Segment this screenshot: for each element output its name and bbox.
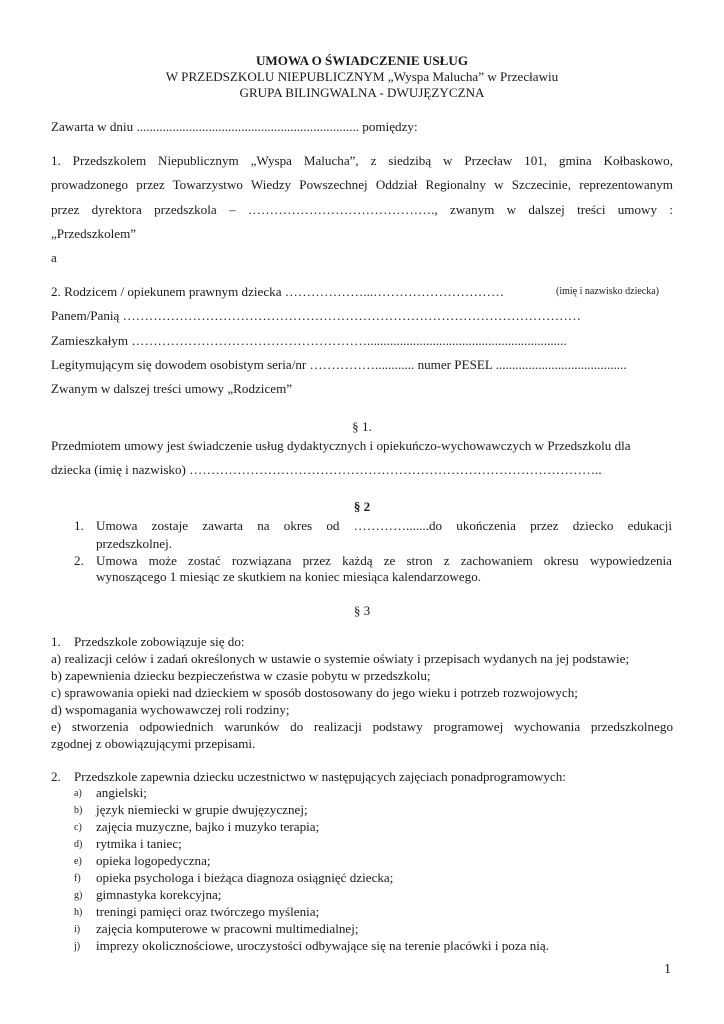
party2-child-note: (imię i nazwisko dziecka)	[556, 286, 660, 297]
section2-item1-number: 1.	[74, 518, 84, 533]
party1-line3: przez dyrektora przedszkola – ……………………………………., zwanym w dalszej treści umowy :	[51, 202, 673, 217]
contract-title: UMOWA O ŚWIADCZENIE USŁUG	[255, 53, 469, 68]
section2-item1-line1: Umowa zostaje zawarta na okres od ………….......do ukończenia przez dziecko edukacji	[96, 518, 672, 533]
section3-p2-lead: Przedszkole zapewnia dziecku uczestnictwo w następujących zajęciach ponadprogramowych:	[74, 769, 566, 784]
section2-item2-number: 2.	[74, 553, 84, 568]
list-item: język niemiecki w grupie dwujęzycznej;	[96, 802, 308, 817]
section1-line2: dziecka (imię i nazwisko) …………………………………………………………………………………..	[51, 462, 602, 477]
section2-item1-line2: przedszkolnej.	[96, 536, 172, 551]
section3-p1-c: c) sprawowania opieki nad dzieckiem w sposób dostosowany do jego wieku i potrzeb rozwojowych;	[51, 685, 578, 700]
section3-p1-d: d) wspomagania wychowawczej roli rodziny;	[51, 702, 290, 717]
and-connector: a	[51, 250, 57, 265]
list-item: opieka psychologa i bieżąca diagnoza osiągnięć dziecka;	[96, 870, 394, 885]
section1-line1: Przedmiotem umowy jest świadczenie usług dydaktycznych i opiekuńczo-wychowawczych w Przedszkolu dla	[51, 438, 631, 453]
section3-p1-e-line1: e) stworzenia odpowiednich warunków do realizacji podstawy programowej wychowania przedszkolnego	[51, 719, 673, 734]
section3-p2-number: 2.	[51, 769, 61, 784]
list-item: zajęcia komputerowe w pracowni multimedialnej;	[96, 921, 359, 936]
section3-p1-lead: Przedszkole zobowiązuje się do:	[74, 634, 245, 649]
party1-line1: 1. Przedszkolem Niepublicznym „Wyspa Malucha”, z siedzibą w Przecław 101, gmina Kołbaskowo,	[51, 153, 673, 168]
section2-heading: § 2	[353, 499, 371, 514]
party2-line2: Panem/Panią ……………………………………………………………………………………………	[51, 308, 581, 323]
list-item: gimnastyka korekcyjna;	[96, 887, 222, 902]
list-item-letter: j)	[74, 941, 81, 952]
list-item: rytmika i taniec;	[96, 836, 182, 851]
list-item: angielski;	[96, 785, 147, 800]
party1-line2: prowadzonego przez Towarzystwo Wiedzy Powszechnej Oddział Regionalny w Szczecinie, reprezentowanym	[51, 177, 673, 192]
list-item-letter: d)	[74, 839, 83, 850]
list-item-letter: e)	[74, 856, 82, 867]
party1-line4: „Przedszkolem”	[51, 226, 137, 241]
list-item-letter: h)	[74, 907, 83, 918]
party2-line4: Legitymującym się dowodem osobistym seria/nr ……………............ numer PESEL ........................................	[51, 357, 627, 372]
party2-line3: Zamieszkałym ……………………………………………….............................................................	[51, 333, 567, 348]
list-item-letter: c)	[74, 822, 82, 833]
section3-p1-a: a) realizacji celów i zadań określonych w ustawie o systemie oświaty i przepisach wydanych na jej podstawie;	[51, 651, 630, 666]
party2-line5: Zwanym w dalszej treści umowy „Rodzicem”	[51, 381, 293, 396]
date-line: Zawarta w dniu .................................................................... pomiędzy:	[51, 119, 418, 134]
contract-subtitle: W PRZEDSZKOLU NIEPUBLICZNYM „Wyspa Malucha” w Przecławiu	[165, 69, 559, 84]
section2-item2-line1: Umowa może zostać rozwiązana przez każdą ze stron z zachowaniem okresu wypowiedzenia	[96, 553, 672, 568]
section3-heading: § 3	[353, 603, 371, 618]
list-item-letter: a)	[74, 788, 82, 799]
contract-group: GRUPA BILINGWALNA - DWUJĘZYCZNA	[239, 85, 485, 100]
list-item-letter: f)	[74, 873, 81, 884]
section2-item2-line2: wynoszącego 1 miesiąc ze skutkiem na koniec miesiąca kalendarzowego.	[96, 569, 482, 584]
section3-p1-number: 1.	[51, 634, 61, 649]
list-item-letter: b)	[74, 805, 83, 816]
list-item: treningi pamięci oraz twórczego myślenia;	[96, 904, 320, 919]
list-item-letter: g)	[74, 890, 83, 901]
list-item: zajęcia muzyczne, bajko i muzyko terapia;	[96, 819, 320, 834]
section1-heading: § 1.	[352, 419, 372, 434]
list-item: imprezy okolicznościowe, uroczystości odbywające się na terenie placówki i poza nią.	[96, 938, 550, 953]
page-number: 1	[664, 962, 671, 977]
list-item: opieka logopedyczna;	[96, 853, 211, 868]
party2-line1	[51, 284, 660, 300]
list-item-letter: i)	[74, 924, 81, 935]
party2-line1-text: 2. Rodzicem / opiekunem prawnym dziecka ………………...…………………………	[51, 284, 505, 299]
section3-p1-b: b) zapewnienia dziecku bezpieczeństwa w czasie pobytu w przedszkolu;	[51, 668, 431, 683]
section3-p1-e-line2: zgodnej z obowiązującymi przepisami.	[51, 736, 256, 751]
